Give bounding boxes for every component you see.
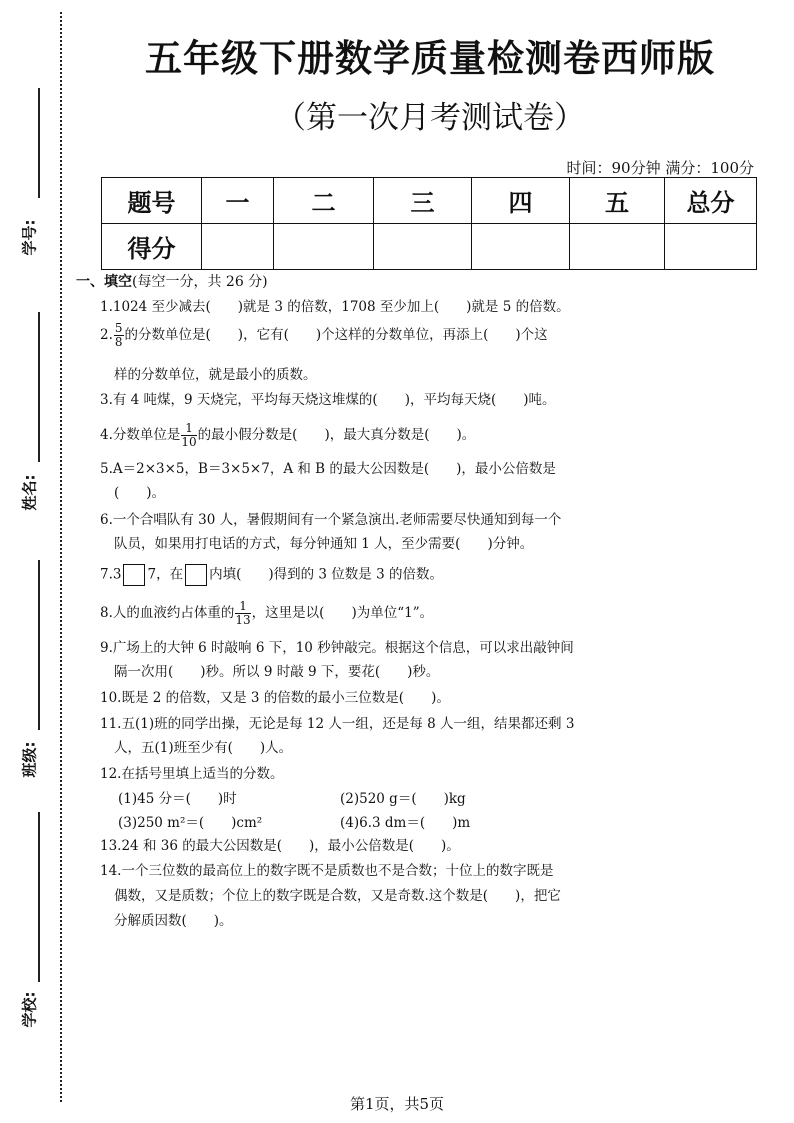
fraction: $\frac{1}{10}$ <box>181 421 197 449</box>
question-12-part-2: (2)520 g＝( )kg <box>340 791 466 807</box>
fraction: $\frac{1}{13}$ <box>235 599 251 627</box>
score-header-cell: 五 <box>570 178 665 224</box>
binding-dotted-line <box>60 12 62 1102</box>
question-10: 10.既是 2 的倍数，又是 3 的倍数的最小三位数是( )。 <box>100 690 450 706</box>
digit-box[interactable] <box>123 564 145 586</box>
question-8: 8.人的血液约占体重的 $\frac{1}{13}$ ，这里是以( )为单位“1”。 <box>100 599 434 627</box>
section-heading <box>76 271 268 291</box>
score-input-cell[interactable] <box>274 224 374 270</box>
question-3: 3.有 4 吨煤，9 天烧完，平均每天烧这堆煤的( )，平均每天烧( )吨。 <box>100 392 556 408</box>
score-header-cell: 一 <box>202 178 274 224</box>
score-table-header-row <box>102 178 757 224</box>
question-7: 7.3 7，在 内填( )得到的 3 位数是 3 的倍数。 <box>100 564 443 586</box>
score-table <box>101 177 757 270</box>
score-input-cell[interactable] <box>202 224 274 270</box>
exam-meta: 时间：90分钟 满分：100分 <box>566 159 754 177</box>
digit-box[interactable] <box>185 564 207 586</box>
score-header-cell: 二 <box>274 178 374 224</box>
section-note: (每空一分，共 26 分) <box>132 274 268 290</box>
question-11-cont: 人，五(1)班至少有( )人。 <box>114 740 293 756</box>
score-header-cell: 三 <box>374 178 472 224</box>
question-5: 5.A＝2×3×5，B＝3×5×7，A 和 B 的最大公因数是( )，最小公倍数是 <box>100 461 556 477</box>
question-6-cont: 队员，如果用打电话的方式，每分钟通知 1 人，至少需要( )分钟。 <box>114 536 534 552</box>
question-2: 2. $\frac{5}{8}$ 的分数单位是( )，它有( )个这样的分数单位，再添上( )个这 <box>100 321 548 349</box>
section-title: 一、填空 <box>76 274 132 290</box>
score-row-label: 得分 <box>102 224 202 270</box>
question-11: 11.五(1)班的同学出操，无论是每 12 人一组，还是每 8 人一组，结果都还剩 3 <box>100 716 575 732</box>
question-9: 9.广场上的大钟 6 时敲响 6 下，10 秒钟敲完。根据这个信息，可以求出敲钟间 <box>100 640 574 656</box>
question-12-part-4: (4)6.3 dm＝( )m <box>340 815 471 831</box>
student-id-label: 学号: <box>20 219 39 256</box>
score-header-cell: 题号 <box>102 178 202 224</box>
score-input-cell[interactable] <box>374 224 472 270</box>
score-table-score-row <box>102 224 757 270</box>
score-input-cell[interactable] <box>472 224 570 270</box>
class-line <box>38 560 40 730</box>
score-header-cell: 四 <box>472 178 570 224</box>
question-12-part-1: (1)45 分＝( )时 <box>118 791 237 807</box>
question-4: 4.分数单位是 $\frac{1}{10}$ 的最小假分数是( )，最大真分数是( )。 <box>100 421 476 449</box>
score-header-cell: 总分 <box>665 178 757 224</box>
school-line <box>38 812 40 982</box>
class-label: 班级: <box>20 741 39 778</box>
school-label: 学校: <box>20 991 39 1028</box>
name-line <box>38 312 40 462</box>
question-14-cont-2: 分解质因数( )。 <box>114 913 233 929</box>
page-subtitle: （第一次月考测试卷） <box>275 100 585 136</box>
question-9-cont: 隔一次用( )秒。所以 9 时敲 9 下，要花( )秒。 <box>114 664 440 680</box>
question-12: 12.在括号里填上适当的分数。 <box>100 766 284 782</box>
student-id-line <box>38 88 40 198</box>
page-title: 五年级下册数学质量检测卷西师版 <box>145 36 715 80</box>
question-6: 6.一个合唱队有 30 人，暑假期间有一个紧急演出.老师需要尽快通知到每一个 <box>100 512 562 528</box>
fraction: $\frac{5}{8}$ <box>114 321 123 349</box>
question-2-cont: 样的分数单位，就是最小的质数。 <box>114 367 317 383</box>
name-label: 姓名: <box>20 474 39 511</box>
score-input-cell[interactable] <box>665 224 757 270</box>
question-5-cont: ( )。 <box>114 485 166 501</box>
question-13: 13.24 和 36 的最大公因数是( )，最小公倍数是( )。 <box>100 838 460 854</box>
score-input-cell[interactable] <box>570 224 665 270</box>
question-1: 1.1024 至少减去( )就是 3 的倍数，1708 至少加上( )就是 5 的倍数。 <box>100 299 570 315</box>
question-14: 14.一个三位数的最高位上的数字既不是质数也不是合数；十位上的数字既是 <box>100 863 554 879</box>
question-14-cont-1: 偶数，又是质数；个位上的数字既是合数，又是奇数.这个数是( )，把它 <box>114 888 561 904</box>
question-12-part-3: (3)250 m²＝( )cm² <box>118 815 263 831</box>
page-number: 第1页，共5页 <box>349 1095 445 1113</box>
